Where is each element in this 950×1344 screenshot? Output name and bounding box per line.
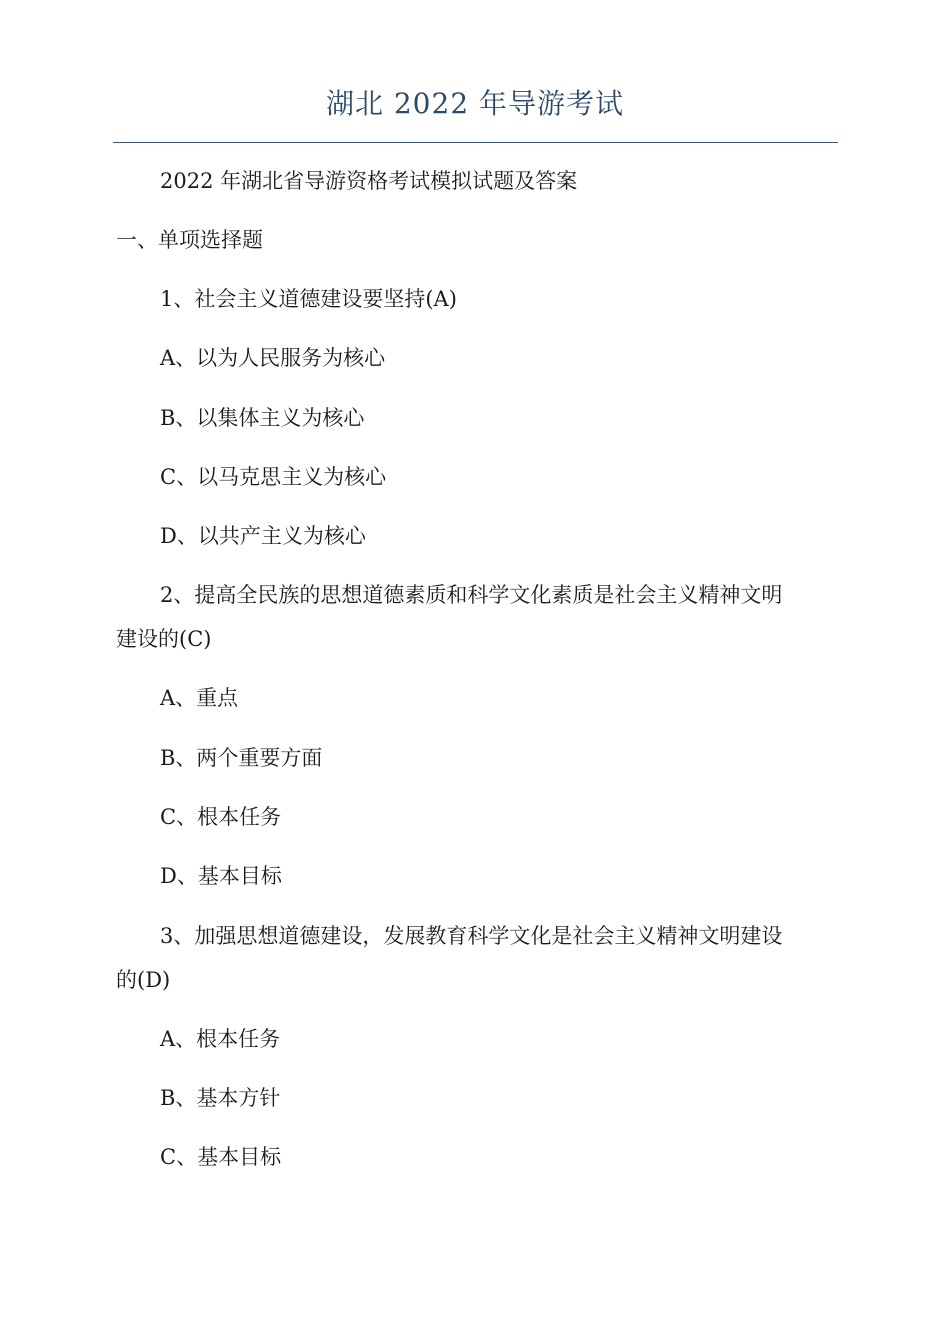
question-1-stem: 1、社会主义道德建设要坚持(A) <box>160 287 457 311</box>
question-1-option-b: B、以集体主义为核心 <box>160 406 365 430</box>
question-3-option-c: C、基本目标 <box>160 1145 282 1169</box>
question-2-stem-line-2: 建设的(C) <box>116 627 212 651</box>
question-1-option-a: A、以为人民服务为核心 <box>160 346 386 370</box>
question-3-stem-line-1: 3、加强思想道德建设，发展教育科学文化是社会主义精神文明建设 <box>160 924 783 948</box>
question-3-option-b: B、基本方针 <box>160 1086 281 1110</box>
question-2-option-a: A、重点 <box>160 686 239 710</box>
question-3-option-a: A、根本任务 <box>160 1027 281 1051</box>
question-2-option-d: D、基本目标 <box>160 864 282 888</box>
section-heading: 一、单项选择题 <box>116 228 263 252</box>
document-title: 湖北 2022 年导游考试 <box>325 87 625 120</box>
question-1-option-d: D、以共产主义为核心 <box>160 524 366 548</box>
question-3-stem-line-2: 的(D) <box>116 968 171 992</box>
question-2-stem-line-1: 2、提高全民族的思想道德素质和科学文化素质是社会主义精神文明 <box>160 583 783 607</box>
question-2-option-c: C、根本任务 <box>160 805 282 829</box>
question-1-option-c: C、以马克思主义为核心 <box>160 465 387 489</box>
question-2-option-b: B、两个重要方面 <box>160 746 323 770</box>
document-subtitle: 2022 年湖北省导游资格考试模拟试题及答案 <box>160 169 578 193</box>
title-divider <box>113 142 838 143</box>
